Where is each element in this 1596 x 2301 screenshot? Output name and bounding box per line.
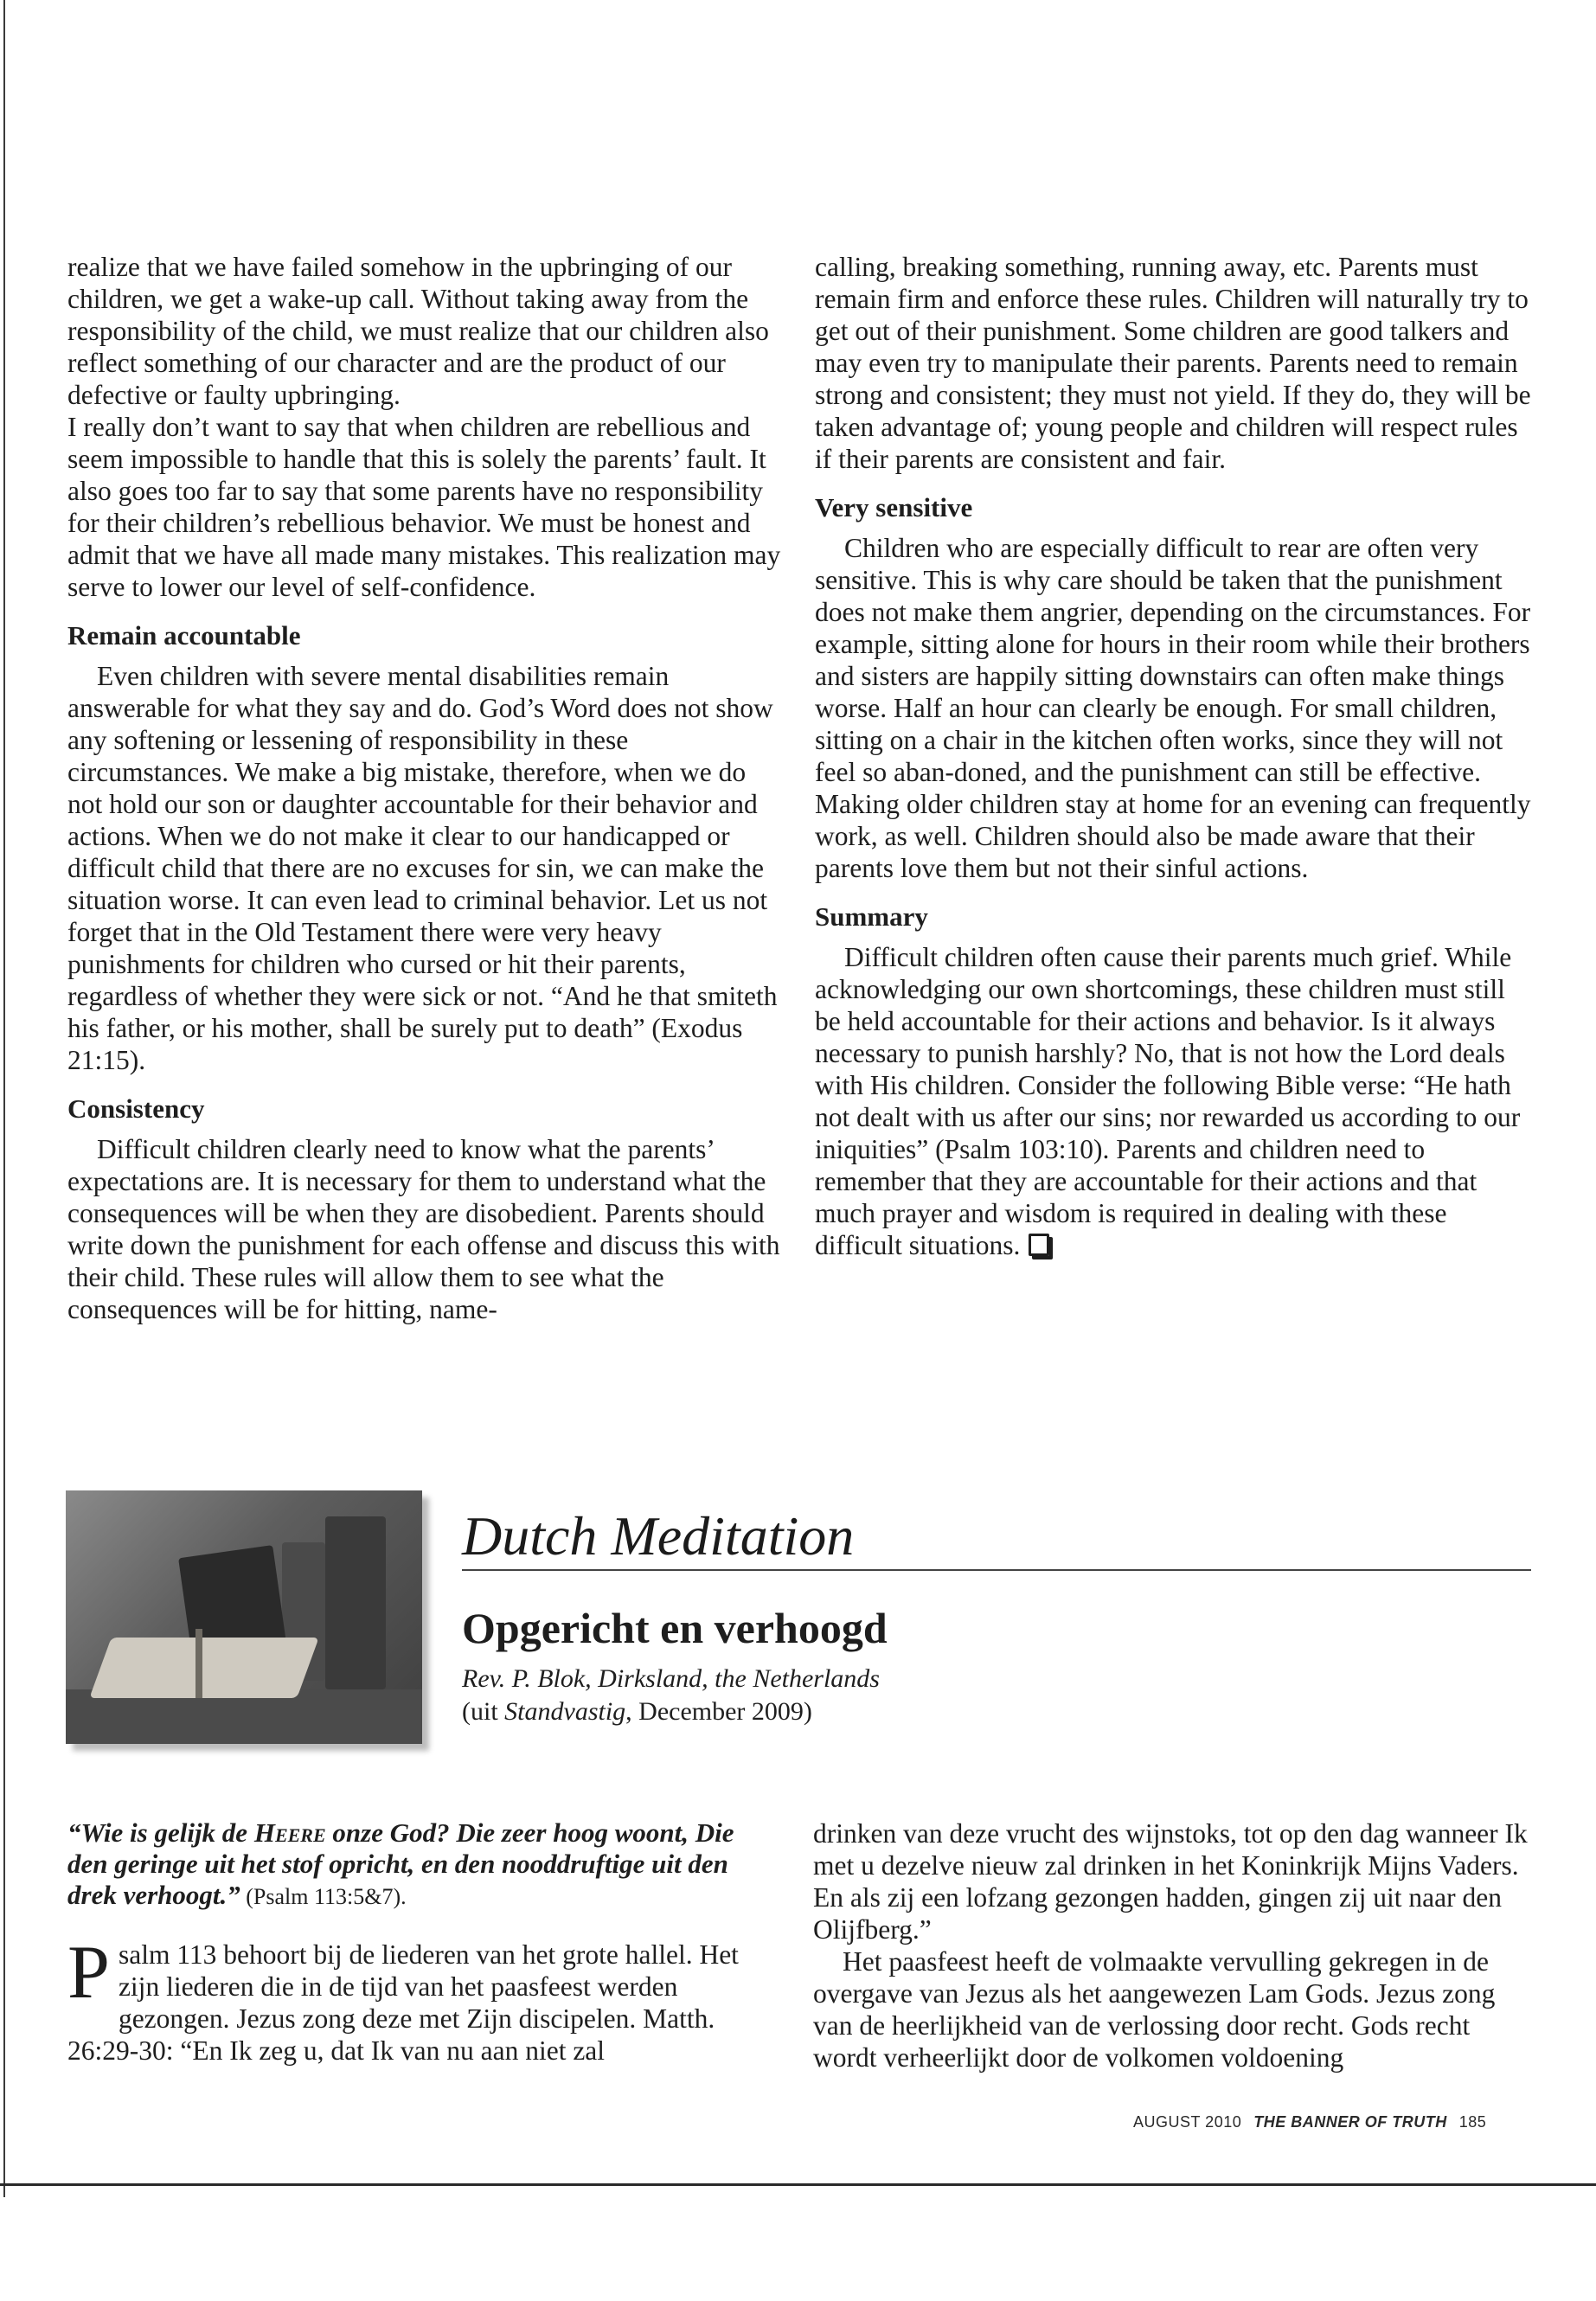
article-title: Opgericht en verhoogd — [462, 1604, 888, 1652]
meditation-column-right — [813, 1817, 1531, 2073]
quote-part: “Wie is gelijk de — [67, 1817, 254, 1848]
paragraph: realize that we have failed somehow in the upbringing of our children, we get a wake-up call. Without taking away from the responsibility of the child, we must realize that our children also reflect something of our character and are the product of our defective or faulty upbringing. — [67, 252, 769, 410]
paragraph: calling, breaking something, running away, etc. Parents must remain firm and enforce these rules. Children will naturally try to get out of their punishment. Some children are good talkers and may even try to manipulate their parents. Parents need to remain strong and consistent; they must not yield. If they do, they will be taken advantage of; young people and children will respect rules if their parents are consistent and fair. — [815, 252, 1531, 474]
article-column-left — [67, 251, 784, 1325]
paragraph: Het paasfeest heeft de volmaakte vervulling gekregen in de overgave van Jezus als het aangewezen Lam Gods. Jezus zong van de heerlijkheid van de verlossing door recht. Gods recht wordt verheerlijkt door de volkomen voldoening — [813, 1946, 1496, 2073]
page-footer — [1133, 2112, 1486, 2132]
paragraph — [67, 1931, 777, 2067]
source-prefix: (uit — [462, 1697, 505, 1726]
page-edge-rule — [3, 0, 5, 2197]
page-number: 185 — [1458, 2113, 1487, 2131]
paragraph: Children who are especially difficult to rear are often very sensitive. This is why care should be taken that the punishment does not make them angrier, depending on the circumstances. For example, sitting alone for hours in their room while their brothers and sisters are happily sitting downstairs can often make things worse. Half an hour can clearly be enough. For small children, sitting on a chair in the kitchen often works, since they will not feel so aban-doned, and the punishment can still be effective. Making older children stay at home for an evening can frequently work, as well. Children should also be made aware that their parents love them but not their sinful actions. — [815, 533, 1531, 883]
paragraph — [815, 941, 1533, 1261]
drop-cap: P — [67, 1931, 110, 2015]
paragraph: Even children with severe mental disabilities remain answerable for what they say and do. God’s Word does not show any softening or lessening of responsibility in these circumstances. We make a big mistake, therefore, when we do not hold our son or daughter accountable for their behavior and actions. When we do not make it clear to our handicapped or difficult child that there are no excuses for sin, we can make the situation worse. It can even lead to criminal behavior. Let us not forget that in the Old Testament there were very heavy punishments for children who cursed or hit their parents, regardless of whether they were sick or not. “And he that smiteth his father, or his mother, shall be surely put to death” (Exodus 21:15). — [67, 661, 778, 1075]
kicker-rule — [462, 1569, 1531, 1571]
bible-books-photo — [66, 1490, 422, 1744]
section-heading: Consistency — [67, 1093, 205, 1124]
article-author: Rev. P. Blok, Dirksland, the Netherlands — [462, 1664, 880, 1693]
section-kicker: Dutch Meditation — [462, 1505, 855, 1567]
magazine-name: THE BANNER OF TRUTH — [1253, 2113, 1447, 2131]
page-bottom-rule — [0, 2183, 1596, 2186]
paragraph: I really don’t want to say that when children are rebellious and seem impossible to handle that this is solely the parents’ fault. It also goes too far to say that some parents have no responsibility for their children’s rebellious behavior. We must be honest and admit that we have all made many mistakes. This realization may serve to lower our level of self-confidence. — [67, 412, 781, 602]
section-heading: Very sensitive — [815, 492, 973, 522]
section-heading: Summary — [815, 901, 928, 932]
quote-part: onze God? Die zeer hoog woont, Die den geringe uit het stof opricht, en den nooddruftige uit den drek verhoogt.” — [67, 1817, 734, 1910]
meditation-column-left — [67, 1817, 777, 2067]
paragraph: Difficult children clearly need to know what the parents’ expectations are. It is necessary for them to understand what the consequences will be when they are disobedient. Parents should write down the punishment for each offense and discuss this with their child. These rules will allow them to see what the consequences will be for hitting, name- — [67, 1134, 780, 1324]
paragraph-text: salm 113 behoort bij de liederen van het grote hallel. Het zijn liederen die in de tijd van het paasfeest werden gezongen. Jezus zong deze met Zijn discipelen. Matth. 26:29-30: “En Ik zeg u, dat Ik van nu aan niet zal — [67, 1939, 739, 2066]
photo-open-bible — [89, 1638, 318, 1698]
issue-date: AUGUST 2010 — [1133, 2113, 1242, 2131]
source-publication: Standvastig — [504, 1697, 626, 1726]
paragraph: drinken van deze vrucht des wijnstoks, tot op den dag wanneer Ik met u dezelve nieuw zal drinken in het Koninkrijk Mijns Vaders. En als zij een lofzang gezongen hadden, gingen zij uit naar den Olijfberg.” — [813, 1818, 1528, 1945]
article-column-right — [815, 251, 1533, 1261]
quote-reference: (Psalm 113:5&7). — [240, 1884, 407, 1909]
section-heading: Remain accountable — [67, 620, 301, 651]
article-source — [462, 1695, 812, 1728]
photo-bible-spine — [195, 1629, 202, 1698]
summary-text: Difficult children often cause their parents much grief. While acknowledging our own shortcomings, these children must still be held accountable for their actions and behavior. Is it always necessary to punish harshly? No, that is not how the Lord deals with His children. Consider the following Bible verse: “He hath not dealt with us after our sins; nor rewarded us according to our iniquities” (Psalm 103:10). Parents and children need to remember that they are accountable for their actions and that much prayer and wisdom is required in dealing with these difficult situations. — [815, 942, 1521, 1260]
source-suffix: , December 2009) — [625, 1697, 812, 1726]
opening-scripture-quote — [67, 1817, 777, 1913]
end-of-article-icon — [1029, 1234, 1049, 1256]
photo-book — [325, 1516, 386, 1689]
quote-divine-name: Heere — [253, 1817, 326, 1848]
